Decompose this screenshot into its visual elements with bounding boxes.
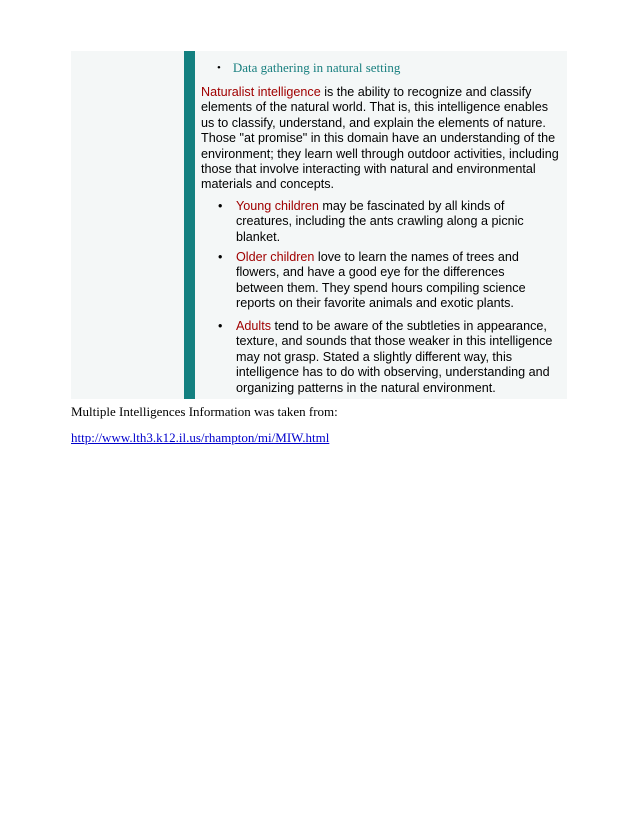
top-bullet-item — [217, 60, 400, 76]
list-item — [218, 319, 553, 396]
bullet-icon: • — [218, 250, 223, 264]
bullet-icon: • — [218, 319, 223, 333]
item-text: may be fascinated by all kinds of creatures, including the ants crawling along a picnic blanket. — [236, 199, 524, 244]
item-text: tend to be aware of the subtleties in appearance, texture, and sounds that those weaker in this intelligence may not grasp. Stated a slightly different way, this intelligence has to do with observing, understanding and organizing patterns in the natural environment. — [236, 319, 553, 395]
accent-bar — [184, 51, 195, 399]
intro-paragraph — [201, 85, 561, 193]
intro-title: Naturalist intelligence — [201, 85, 321, 99]
source-text: Multiple Intelligences Information was taken from: — [71, 404, 338, 419]
item-text: love to learn the names of trees and flowers, and have a good eye for the differences between them. They spend hours compiling science reports on their favorite animals and exotic plants. — [236, 250, 526, 311]
list-item — [218, 199, 553, 245]
bullet-icon: • — [217, 62, 221, 74]
top-bullet-text: Data gathering in natural setting — [232, 60, 401, 75]
item-lead: Adults — [236, 319, 272, 333]
source-link[interactable]: http://www.lth3.k12.il.us/rhampton/mi/MIW.html — [71, 430, 330, 445]
list-item — [218, 250, 553, 312]
item-lead: Young children — [236, 199, 319, 213]
bullet-icon: • — [218, 199, 223, 213]
item-lead: Older children — [236, 250, 315, 264]
intro-text: is the ability to recognize and classify elements of the natural world. That is, this intelligence enables us to classify, understand, and explain the elements of nature. Those "at promise" in this domain have an understanding of the environment; they learn well through outdoor activities, including those that involve interacting with natural and environmental materials and concepts. — [201, 85, 559, 192]
